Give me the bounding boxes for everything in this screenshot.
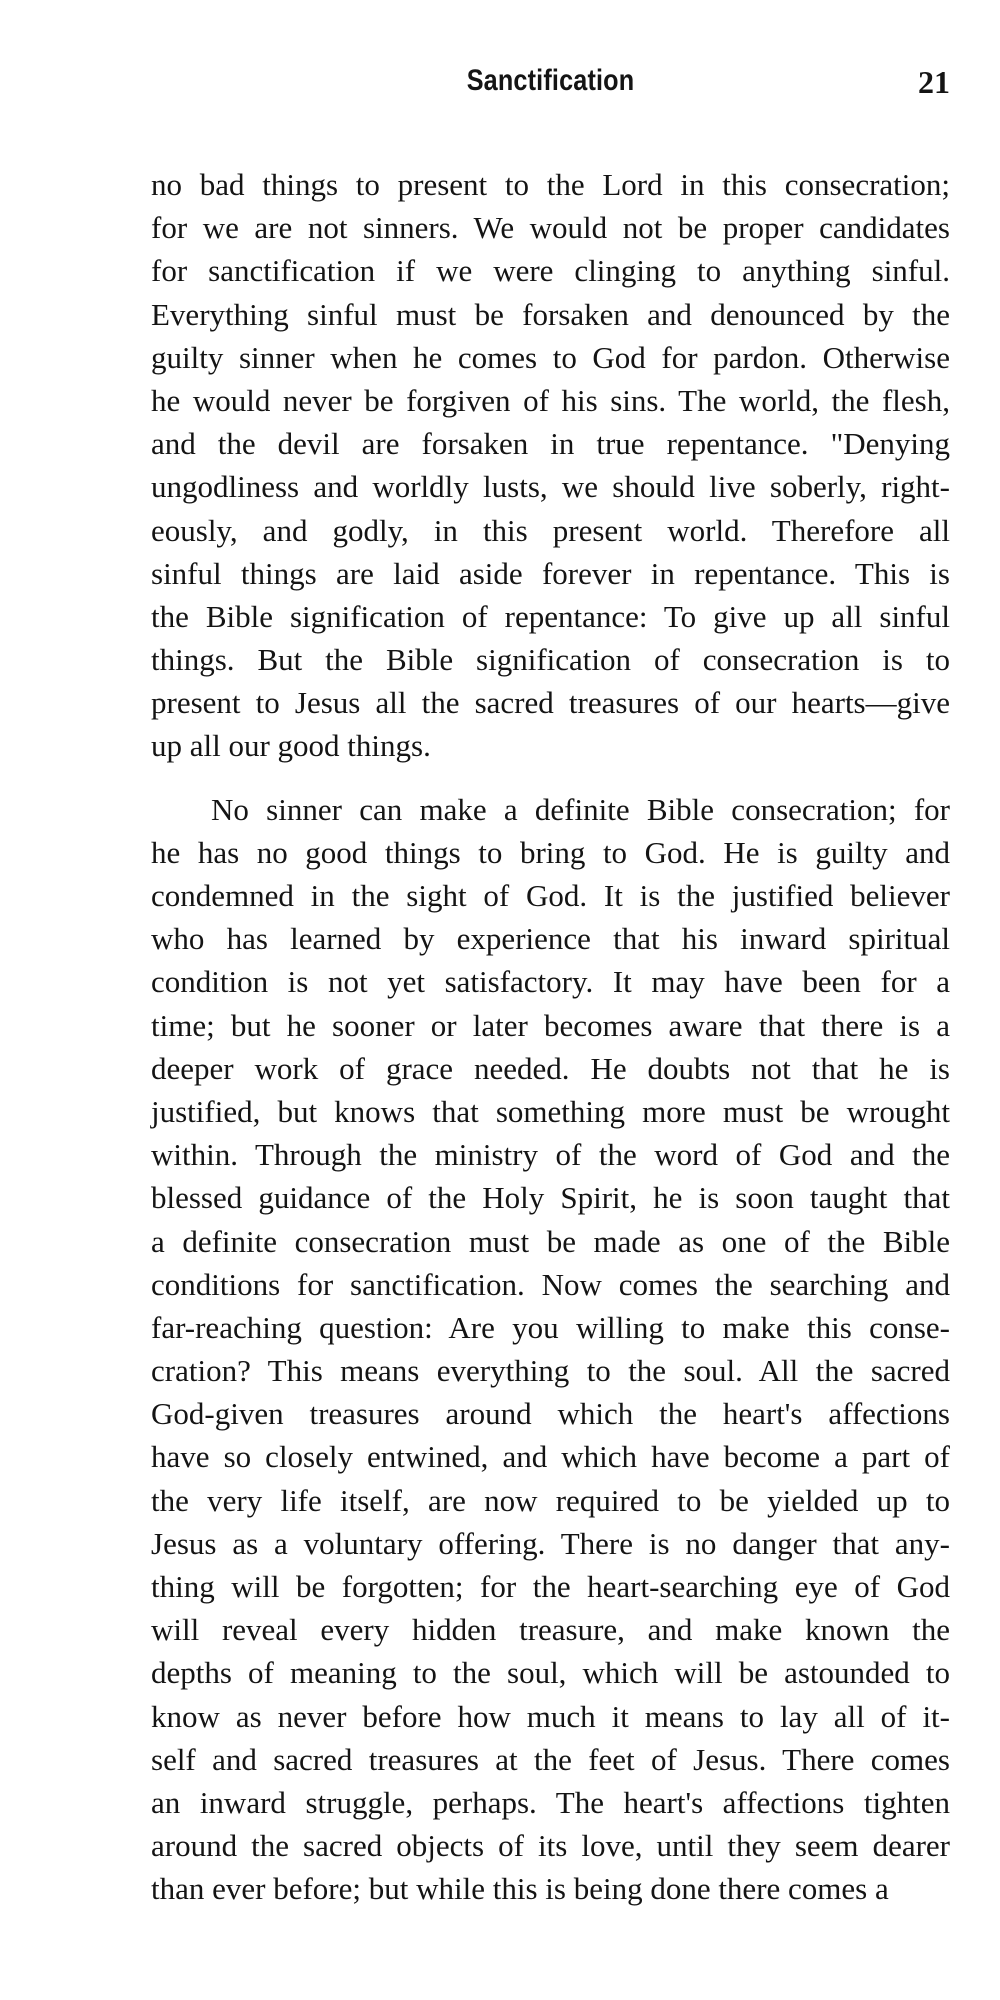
text-line: sinful things are laid aside forever in repentance. This is <box>151 555 950 591</box>
paragraph <box>151 163 950 768</box>
text-line: Jesus as a voluntary offering. There is no danger that any- <box>151 1525 950 1561</box>
text-line: No sinner can make a definite Bible consecration; for <box>211 791 950 827</box>
text-line: things. But the Bible signification of consecration is to <box>151 642 950 678</box>
page-number: 21 <box>918 64 950 100</box>
text-line: he would never be forgiven of his sins. The world, the flesh, <box>151 382 950 418</box>
paragraph <box>151 788 950 1911</box>
text-line: cration? This means everything to the soul. All the sacred <box>151 1353 950 1389</box>
text-line: self and sacred treasures at the feet of Jesus. There comes <box>151 1741 950 1777</box>
text-line: condition is not yet satisfactory. It may have been for a <box>151 964 950 1000</box>
text-line: the very life itself, are now required to be yielded up to <box>151 1482 950 1518</box>
text-line: present to Jesus all the sacred treasures of our hearts—give <box>151 685 950 721</box>
text-line: thing will be forgotten; for the heart-searching eye of God <box>151 1569 950 1604</box>
text-line: ungodliness and worldly lusts, we should live soberly, right- <box>151 469 950 505</box>
body-text <box>151 163 950 1911</box>
text-line: than ever before; but while this is being done there comes a <box>151 1871 889 1907</box>
text-line: up all our good things. <box>151 728 431 764</box>
text-line: have so closely entwined, and which have become a part of <box>151 1439 950 1475</box>
text-line: Everything sinful must be forsaken and denounced by the <box>151 296 950 332</box>
text-line: and the devil are forsaken in true repentance. "Denying <box>151 426 950 462</box>
text-line: within. Through the ministry of the word of God and the <box>151 1137 950 1173</box>
text-line: for sanctification if we were clinging to anything sinful. <box>151 253 950 289</box>
text-line: around the sacred objects of its love, until they seem dearer <box>151 1828 950 1864</box>
chapter-title: Sanctification <box>466 64 635 97</box>
text-line: eously, and godly, in this present world. Therefore all <box>151 512 950 548</box>
text-line: a definite consecration must be made as one of the Bible <box>151 1223 950 1259</box>
text-line: time; but he sooner or later becomes aware that there is a <box>151 1007 950 1043</box>
text-line: guilty sinner when he comes to God for pardon. Otherwise <box>151 339 950 375</box>
text-line: depths of meaning to the soul, which will be astounded to <box>151 1655 950 1691</box>
text-line: deeper work of grace needed. He doubts not that he is <box>151 1050 950 1086</box>
text-line: justified, but knows that something more must be wrought <box>151 1093 950 1129</box>
text-line: blessed guidance of the Holy Spirit, he is soon taught that <box>151 1180 950 1216</box>
text-line: far-reaching question: Are you willing to make this conse- <box>151 1309 950 1345</box>
text-line: conditions for sanctification. Now comes the searching and <box>151 1266 950 1302</box>
text-line: he has no good things to bring to God. He is guilty and <box>151 834 950 870</box>
text-line: for we are not sinners. We would not be proper candidates <box>151 210 950 246</box>
text-line: an inward struggle, perhaps. The heart's affections tighten <box>151 1784 950 1820</box>
text-line: will reveal every hidden treasure, and make known the <box>151 1612 950 1648</box>
text-line: condemned in the sight of God. It is the justified believer <box>151 878 950 913</box>
text-line: no bad things to present to the Lord in this consecration; <box>151 167 950 202</box>
text-line: know as never before how much it means to lay all of it- <box>151 1698 950 1734</box>
text-line: God-given treasures around which the heart's affections <box>151 1396 950 1432</box>
running-head <box>151 64 950 112</box>
text-line: who has learned by experience that his inward spiritual <box>151 921 950 957</box>
text-line: the Bible signification of repentance: To give up all sinful <box>151 598 950 634</box>
